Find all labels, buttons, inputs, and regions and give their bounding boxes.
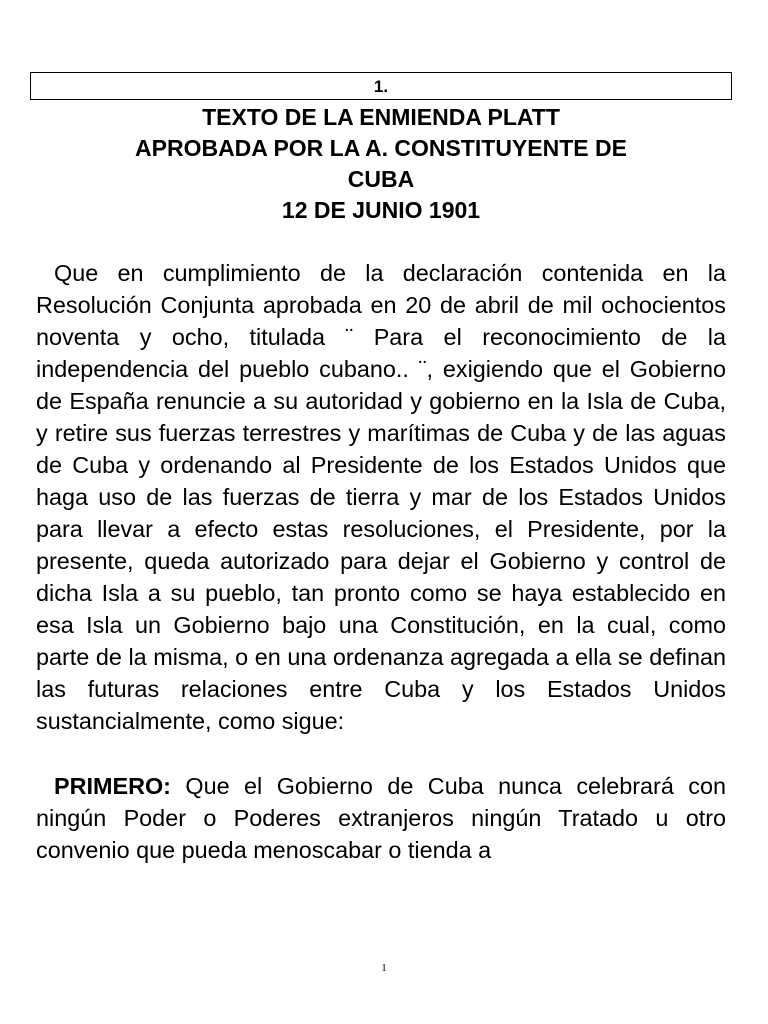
paragraph-2-text: Que el Gobierno de Cuba nunca celebrará con ningún Poder o Poderes extranjeros ningún Tratado u otro convenio que pueda menoscabar o tienda a <box>36 773 726 863</box>
document-title <box>36 102 726 226</box>
body-paragraph-2 <box>36 770 726 866</box>
paragraph-lead-label: PRIMERO: <box>54 773 171 799</box>
section-number-box: 1. <box>30 72 732 100</box>
title-line-2: APROBADA POR LA A. CONSTITUYENTE DE <box>135 135 627 161</box>
title-line-1: TEXTO DE LA ENMIENDA PLATT <box>202 104 560 130</box>
title-date: 12 DE JUNIO 1901 <box>281 197 481 223</box>
document-page <box>36 72 726 866</box>
body-paragraph-1: Que en cumplimiento de la declaración contenida en la Resolución Conjunta aprobada en 20 de abril de mil ochocientos noventa y ocho, titulada ¨ Para el reconocimiento de la independencia del pueblo cubano.. ¨, exigiendo que el Gobierno de España renuncie a su autoridad y gobierno en la Isla de Cuba, y retire sus fuerzas terrestres y marítimas de Cuba y de las aguas de Cuba y ordenando al Presidente de los Estados Unidos que haga uso de las fuerzas de tierra y mar de los Estados Unidos para llevar a efecto estas resoluciones, el Presidente, por la presente, queda autorizado para dejar el Gobierno y control de dicha Isla a su pueblo, tan pronto como se haya establecido en esa Isla un Gobierno bajo una Constitución, en la cual, como parte de la misma, o en una ordenanza agregada a ella se definan las futuras relaciones entre Cuba y los Estados Unidos sustancialmente, como sigue: <box>36 260 726 734</box>
title-line-3: CUBA <box>347 166 415 192</box>
page-number: 1 <box>381 962 387 974</box>
